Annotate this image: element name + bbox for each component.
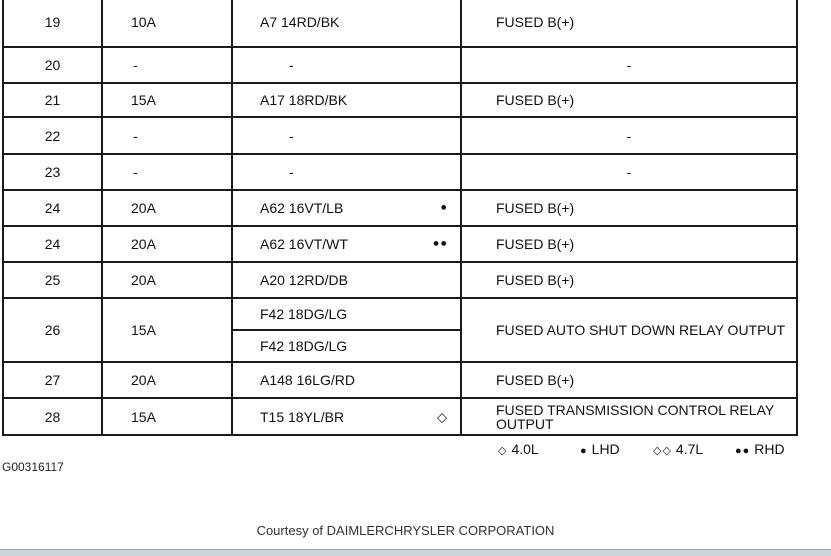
circuit-label: A148 16LG/RD <box>260 372 355 388</box>
legend-item <box>653 441 703 457</box>
circuit-code <box>232 298 461 330</box>
legend-item <box>498 441 539 457</box>
table-row <box>3 0 797 47</box>
circuit-label: - <box>289 127 294 144</box>
fuse-amperage: 20A <box>102 362 232 398</box>
circuit-code <box>232 330 461 362</box>
legend-label: LHD <box>591 441 620 457</box>
circuit-label: A7 14RD/BK <box>260 14 340 30</box>
fuse-number: 20 <box>3 47 102 83</box>
circuit-label: T15 18YL/BR <box>260 408 345 425</box>
fuse-amperage: - <box>102 47 232 83</box>
circuit-description: FUSED B(+) <box>461 0 797 47</box>
legend-item <box>580 441 620 457</box>
circuit-code <box>232 154 461 190</box>
fuse-number: 27 <box>3 362 102 398</box>
circuit-description: FUSED B(+) <box>461 262 797 298</box>
double-dot-icon: ●● <box>735 445 751 457</box>
table-row <box>3 190 797 226</box>
circuit-description: FUSED B(+) <box>461 83 797 117</box>
fuse-amperage: - <box>102 117 232 154</box>
table-row <box>3 226 797 262</box>
circuit-description: - <box>461 47 797 83</box>
circuit-label: A17 18RD/BK <box>260 92 348 108</box>
fuse-number: 22 <box>3 117 102 154</box>
circuit-code <box>232 190 461 226</box>
circuit-description: FUSED AUTO SHUT DOWN RELAY OUTPUT <box>461 298 797 362</box>
fuse-amperage: - <box>102 154 232 190</box>
circuit-code <box>232 226 461 262</box>
dot-icon: ● <box>580 445 588 457</box>
figure-id: G00316117 <box>2 460 64 474</box>
circuit-code <box>232 362 461 398</box>
legend-label: 4.7L <box>675 441 704 457</box>
circuit-code <box>232 0 461 47</box>
circuit-description: FUSED B(+) <box>461 226 797 262</box>
circuit-description: - <box>461 154 797 190</box>
fuse-number: 28 <box>3 398 102 435</box>
table-row <box>3 362 797 398</box>
lhd-marker-icon: ● <box>440 201 448 214</box>
circuit-code <box>232 83 461 117</box>
legend-label: 4.0L <box>511 441 539 457</box>
table-row <box>3 117 797 154</box>
circuit-label: F42 18DG/LG <box>260 338 348 354</box>
fuse-number: 23 <box>3 154 102 190</box>
legend-label: RHD <box>754 441 785 457</box>
circuit-description: FUSED TRANSMISSION CONTROL RELAY OUTPUT <box>461 398 797 435</box>
circuit-description: FUSED B(+) <box>461 362 797 398</box>
diamond-icon: ◇ <box>498 445 508 457</box>
circuit-code <box>232 398 461 435</box>
legend-item <box>735 441 785 457</box>
table-row <box>3 262 797 298</box>
fuse-amperage: 20A <box>102 262 232 298</box>
fuse-number: 24 <box>3 190 102 226</box>
circuit-code <box>232 117 461 154</box>
table-row <box>3 298 797 330</box>
double-diamond-icon: ◇◇ <box>653 445 672 457</box>
courtesy-caption: Courtesy of DAIMLERCHRYSLER CORPORATION <box>256 523 555 538</box>
circuit-code <box>232 47 461 83</box>
fuse-amperage: 15A <box>102 298 232 362</box>
fuse-number: 21 <box>3 83 102 117</box>
circuit-description: - <box>461 117 797 154</box>
fuse-table <box>2 0 798 436</box>
circuit-description: FUSED B(+) <box>461 190 797 226</box>
circuit-label: A62 16VT/WT <box>260 236 348 252</box>
circuit-label: A20 12RD/DB <box>260 272 348 288</box>
table-row <box>3 398 797 435</box>
fuse-number: 24 <box>3 226 102 262</box>
circuit-code <box>232 262 461 298</box>
circuit-label: - <box>289 57 294 73</box>
fuse-number: 19 <box>3 0 102 47</box>
rhd-marker-icon: ●● <box>432 237 448 250</box>
fuse-amperage: 20A <box>102 226 232 262</box>
circuit-label: - <box>289 164 294 180</box>
table-row <box>3 154 797 190</box>
fuse-amperage: 10A <box>102 0 232 47</box>
fuse-amperage: 20A <box>102 190 232 226</box>
circuit-label: F42 18DG/LG <box>260 306 348 322</box>
table-row <box>3 83 797 117</box>
fuse-amperage: 15A <box>102 398 232 435</box>
table-row <box>3 47 797 83</box>
fuse-number: 25 <box>3 262 102 298</box>
fuse-number: 26 <box>3 298 102 362</box>
fuse-amperage: 15A <box>102 83 232 117</box>
4-0l-marker-icon: ◇ <box>437 409 448 424</box>
circuit-label: A62 16VT/LB <box>260 200 344 216</box>
